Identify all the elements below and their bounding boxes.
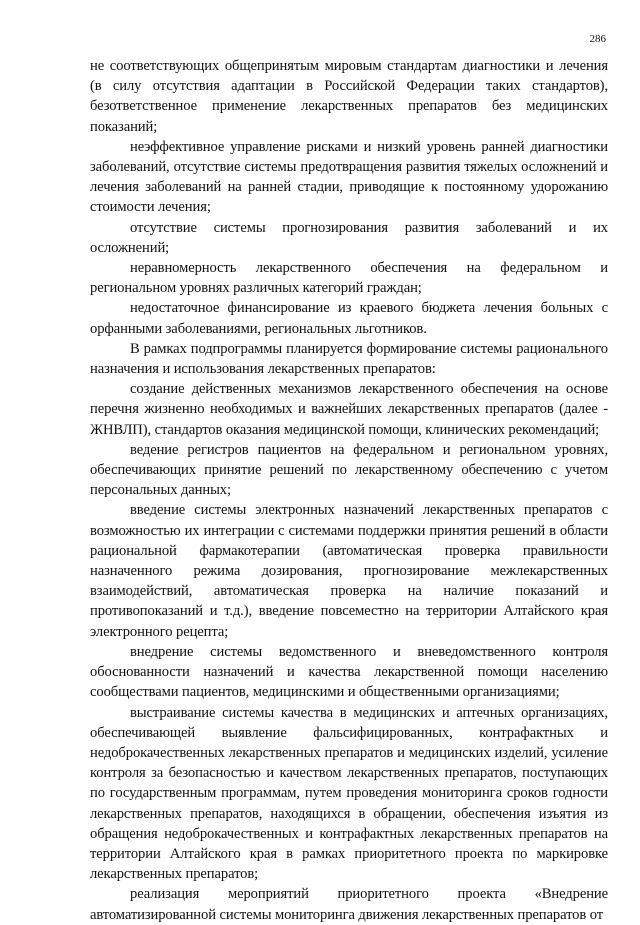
paragraph-7: создание действенных механизмов лекарственного обеспечения на основе перечня жизненно необходимых и важнейших лекарственных препаратов (далее - ЖНВЛП), стандартов оказания медицинской помощи, клинических рекомендаций; bbox=[90, 381, 608, 438]
paragraph-3: отсутствие системы прогнозирования развития заболеваний и их осложнений; bbox=[90, 219, 608, 256]
paragraph-10: внедрение системы ведомственного и вневедомственного контроля обоснованности назначений и качества лекарственной помощи населению сообществами пациентов, медицинскими и общественными организациями; bbox=[90, 643, 608, 701]
paragraph-1: не соответствующих общепринятым мировым стандартам диагностики и лечения (в силу отсутствия адаптации в Российской Федерации таких стандартов), безответственное применение лекарственных препаратов без медицинских показаний; bbox=[90, 58, 608, 135]
document-body bbox=[90, 56, 608, 925]
paragraph-8: ведение регистров пациентов на федеральном и региональном уровнях, обеспечивающих принятие решений по лекарственному обеспечению с учетом персональных данных; bbox=[90, 441, 608, 499]
paragraph-6: В рамках подпрограммы планируется формирование системы рационального назначения и использования лекарственных препаратов: bbox=[90, 340, 608, 378]
page-number: 286 bbox=[589, 33, 606, 45]
paragraph-11: выстраивание системы качества в медицинских и аптечных организациях, обеспечивающей выявление фальсифицированных, контрафактных и недоброкачественных лекарственных препаратов и медицинских изделий, усиление контроля за безопасностью и качеством лекарственных препаратов, поступающих по государственным программам, путем проведения мониторинга сроков годности лекарственных препаратов, находящихся в обращении, обеспечения изъятия из обращения недоброкачественных и контрафактных лекарственных препаратов на территории Алтайского края в рамках приоритетного проекта по маркировке лекарственных препаратов; bbox=[90, 704, 608, 883]
paragraph-12: реализация мероприятий приоритетного проекта «Внедрение автоматизированной системы мониторинга движения лекарственных препаратов от bbox=[90, 886, 608, 923]
paragraph-2: неэффективное управление рисками и низкий уровень ранней диагностики заболеваний, отсутствие системы предотвращения развития тяжелых осложнений и лечения заболеваний на ранней стадии, приводящие к постоянному удорожанию стоимости лечения; bbox=[90, 138, 608, 216]
paragraph-5: недостаточное финансирование из краевого бюджета лечения больных с орфанными заболеваниями, региональных льготников. bbox=[90, 300, 608, 337]
paragraph-9: введение системы электронных назначений лекарственных препаратов с возможностью их интеграции с системами поддержки принятия решений в области рациональной фармакотерапии (автоматическая проверка правильности назначенного режима дозирования, прогнозирование межлекарственных взаимодействий, автоматическая проверка на наличие показаний и противопоказаний и т.д.), введение повсеместно на территории Алтайского края электронного рецепта; bbox=[90, 502, 608, 640]
paragraph-4: неравномерность лекарственного обеспечения на федеральном и региональном уровнях различных категорий граждан; bbox=[90, 260, 608, 297]
